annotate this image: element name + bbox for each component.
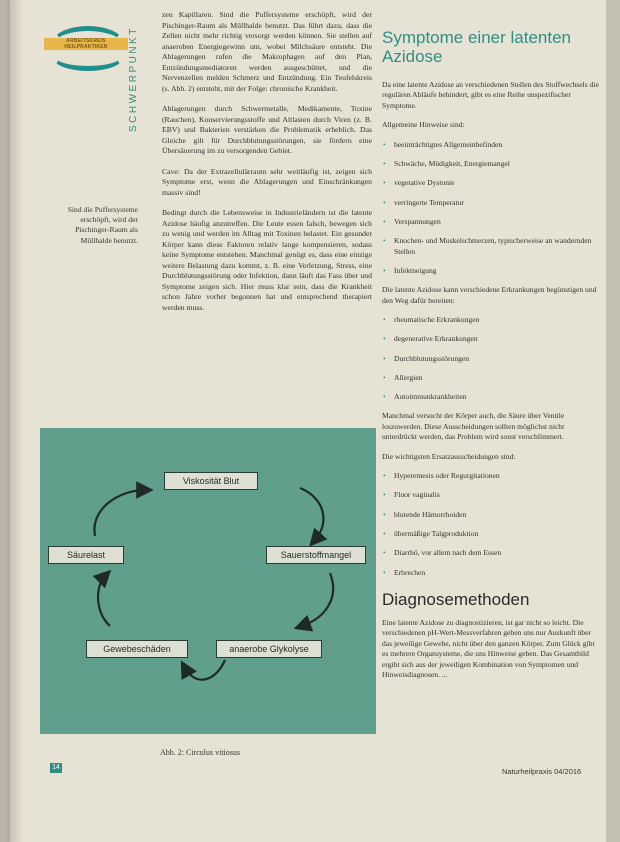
- node-bottom-right: anaerobe Glykolyse: [216, 640, 322, 658]
- paragraph: Da eine latente Azidose an verschiedenen Stellen des Stoffwechsels die regulären Abläufe behindert, gibt es eine Reihe unspezifischer Symptome.: [382, 80, 599, 110]
- paragraph: zen Kapillaren. Sind die Puffersysteme erschöpft, wird der Pischinger-Raum als Müllhalde benutzt. Das führt dazu, dass die Zellen nicht mehr richtig versorgt werden können. Sie stellen auf anaeroben Energiegewinn um, wobei Milchsäure entsteht. Die Ablagerungen rufen die Makrophagen auf den Plan, Entzündungsmediatoren werden ausgeschüttet, und die Nervenzellen melden Schmerz und Entzündung. Ein Teufelskreis (s. Abb. 2) entsteht, mit der Folge: chronische Krankheit.: [162, 10, 372, 93]
- list-item: • übermäßige Talgproduktion: [382, 529, 600, 539]
- list-item: • beeinträchtigtes Allgemeinbefinden: [382, 140, 600, 150]
- magazine-page: [10, 0, 606, 842]
- node-bottom-left: Gewebeschäden: [86, 640, 188, 658]
- list-item: • vegetative Dystonie: [382, 178, 600, 188]
- list-item: • Infektneigung: [382, 266, 600, 276]
- list-item: • Durchblutungsstörungen: [382, 354, 600, 364]
- list-intro: Die wichtigsten Ersatzausscheidungen sind:: [382, 451, 516, 461]
- heading-diagnosis: Diagnosemethoden: [382, 589, 530, 609]
- list-item: • rheumatische Erkrankungen: [382, 315, 600, 325]
- list-item: • degenerative Erkrankungen: [382, 334, 600, 344]
- list-item: • Autoimmunkrankheiten: [382, 392, 600, 402]
- paragraph: Manchmal versucht der Körper auch, die Säure über Ventile loszuwerden. Diese Ausscheidungen sollten möglichst nicht unterdrückt werden, das Problem wird sonst verschlimmert.: [382, 411, 565, 442]
- arrow-bottom: [185, 660, 225, 680]
- list-intro: Die latente Azidose kann verschiedene Erkrankungen begünstigen und den Weg dafür bereiten:: [382, 285, 597, 305]
- next-page-edge: [606, 0, 620, 842]
- arrow-left-top: [94, 490, 145, 536]
- list-item: • Fluor vaginalis: [382, 490, 600, 500]
- logo-line-2: HEILPRAKTIKER: [44, 44, 128, 50]
- list-item: • Verspannungen: [382, 217, 600, 227]
- footer-issue: Naturheilpraxis 04/2016: [502, 767, 582, 776]
- figure-caption: Abb. 2: Circulus vitiosus: [160, 748, 241, 757]
- node-top: Viskosität Blut: [164, 472, 258, 490]
- arrow-right-bottom: [302, 573, 333, 626]
- paragraph: Ablagerungen durch Schwermetalle, Medikamente, Toxine (Rauchen), Konservierungsstoffe und Altlasten durch Viren (z. B. EBV) und Bakterien verstärken die Problematik erheblich. Das Gleiche gilt für Durchblutungsstörungen, sie fördern eine Übersäuerung im zu versorgenden Gebiet.: [162, 104, 372, 155]
- paragraph: Bedingt durch die Lebensweise in Industrieländern ist die latente Azidose häufig anzutreffen. Die Leute essen falsch, bewegen sich zu wenig und werden im Alltag mit Toxinen belastet. Ein gesunder Körper kann diese Faktoren relativ lange kompensieren, sodass keine Symptome entstehen. Manchmal genügt es, dass eine einzige weitere Belastung dazu kommt, z. B. eine Verletzung, Stress, eine Durchblutungsstörung oder Infektion, dann läuft das Fass über und Symptome zeigen sich. Hier muss klar sein, dass die Krankheit schon Jahre vorher begonnen hat und entsprechend therapiert werden muss.: [162, 208, 372, 312]
- margin-pull-quote: Sind die Puffersysteme erschöpft, wird der Pischinger-Raum als Müllhalde benutzt.: [67, 205, 138, 245]
- node-right: Sauerstoffmangel: [266, 546, 366, 564]
- list-item: • Knochen- und Muskelschmerzen, typischerweise an wandernden Stellen: [382, 236, 600, 257]
- list-item: • blutende Hämorrhoiden: [382, 510, 600, 520]
- page-gutter: [10, 0, 24, 842]
- arrow-left-bottom: [98, 576, 110, 626]
- list-item: • Schwäche, Müdigkeit, Energiemangel: [382, 159, 600, 169]
- vicious-circle-diagram: [40, 428, 376, 734]
- publisher-logo: [38, 22, 133, 67]
- list-item: • Allergien: [382, 373, 600, 383]
- list-intro: Allgemeine Hinweise sind:: [382, 120, 465, 130]
- list-item: • Hyperemesis oder Regurgitationen: [382, 471, 600, 481]
- page-number: 14: [50, 763, 62, 773]
- body-column-right: [382, 8, 600, 689]
- list-item: • Erbrechen: [382, 568, 600, 578]
- diseases-list: [382, 315, 600, 403]
- general-symptoms-list: [382, 140, 600, 277]
- node-left: Säurelast: [48, 546, 124, 564]
- list-item: • Diarrhö, vor allem nach dem Essen: [382, 548, 600, 558]
- list-item: • verringerte Temperatur: [382, 198, 600, 208]
- body-column-left: [162, 10, 372, 323]
- heading-symptoms: Symptome einer latenten Azidose: [382, 28, 571, 66]
- logo-line-1: ARBEITSKREIS: [44, 38, 128, 44]
- paragraph: Cave: Da der Extrazellulärraum sehr weitläufig ist, zeigen sich Symptome erst, wenn die Ablagerungen und Einschränkungen massiv sind!: [162, 166, 372, 197]
- arrow-top-right: [300, 488, 323, 540]
- excretion-list: [382, 471, 600, 578]
- paragraph: Eine latente Azidose zu diagnostizieren, ist gar nicht so leicht. Die verschiedenen pH-Wert-Messverfahren geben uns nur Auskunft über das jeweilige Gewebe, nicht über den ganzen Körper. Zum Glück gibt es mehrere Organsysteme, die uns Hinweise geben. Das Gesamtbild ergibt sich aus der jeweiligen Kombination von Symptomen und Hinweisdiagnosen. ...: [382, 617, 595, 679]
- section-label: SCHWERPUNKT: [128, 26, 139, 132]
